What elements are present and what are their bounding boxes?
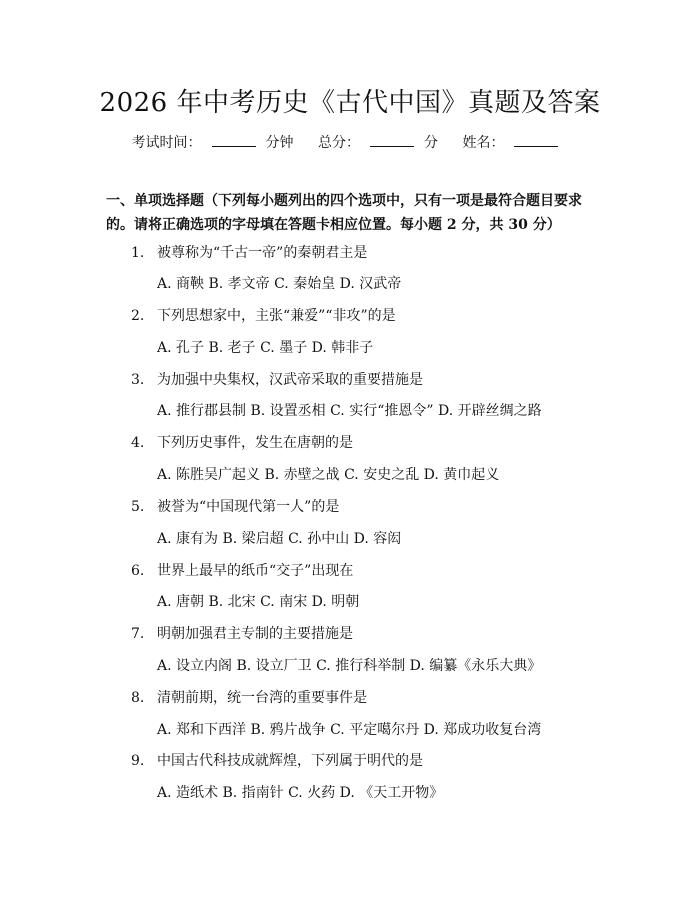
question-options: A. 郑和下西洋 B. 鸦片战争 C. 平定噶尔丹 D. 郑成功收复台湾 — [157, 722, 542, 738]
question-number: 9. — [131, 753, 145, 769]
score-unit: 分 — [424, 135, 438, 151]
name-blank — [514, 134, 558, 147]
question-options: A. 推行郡县制 B. 设置丞相 C. 实行“推恩令” D. 开辟丝绸之路 — [157, 403, 542, 419]
question — [131, 370, 423, 390]
score-label: 总分： — [318, 135, 360, 151]
question-number: 3. — [131, 372, 145, 388]
question-options: A. 设立内阁 B. 设立厂卫 C. 推行科举制 D. 编纂《永乐大典》 — [157, 658, 542, 674]
page-title: 2026 年中考历史《古代中国》真题及答案 — [99, 88, 601, 118]
question-text: 下列思想家中，主张“兼爱”“非攻”的是 — [157, 308, 396, 324]
question-text: 明朝加强君主专制的主要措施是 — [157, 626, 353, 642]
question — [131, 751, 423, 771]
exam-name — [462, 135, 568, 151]
question — [131, 243, 367, 263]
question-number: 2. — [131, 308, 145, 324]
question-options: A. 造纸术 B. 指南针 C. 火药 D. 《天工开物》 — [157, 785, 444, 801]
time-blank — [212, 134, 256, 147]
question — [131, 688, 367, 708]
section-heading: 一、单项选择题（下列每小题列出的四个选项中，只有一项是最符合题目要求的。请将正确选项的字母填在答题卡相应位置。每小题 2 分，共 30 分） — [106, 193, 582, 233]
question-options: A. 陈胜吴广起义 B. 赤壁之战 C. 安史之乱 D. 黄巾起义 — [157, 467, 500, 483]
question-text: 为加强中央集权，汉武帝采取的重要措施是 — [157, 372, 423, 388]
question-text: 清朝前期，统一台湾的重要事件是 — [157, 690, 367, 706]
exam-score — [318, 135, 438, 151]
question-number: 6. — [131, 563, 145, 579]
question-number: 8. — [131, 690, 145, 706]
question-number: 4. — [131, 435, 145, 451]
question-number: 7. — [131, 626, 145, 642]
question-text: 世界上最早的纸币“交子”出现在 — [157, 563, 354, 579]
time-unit: 分钟 — [265, 135, 294, 151]
time-label: 考试时间： — [131, 135, 202, 151]
exam-meta — [0, 132, 700, 152]
question-text: 被誉为“中国现代第一人”的是 — [157, 499, 340, 515]
score-blank — [370, 134, 414, 147]
question-options: A. 康有为 B. 梁启超 C. 孙中山 D. 容闳 — [157, 531, 402, 547]
question-options: A. 孔子 B. 老子 C. 墨子 D. 韩非子 — [157, 340, 374, 356]
question — [131, 306, 396, 326]
question-options: A. 唐朝 B. 北宋 C. 南宋 D. 明朝 — [157, 594, 360, 610]
name-label: 姓名： — [462, 135, 505, 151]
question-number: 5. — [131, 499, 145, 515]
question — [131, 497, 339, 517]
question — [131, 433, 353, 453]
question-text: 中国古代科技成就辉煌，下列属于明代的是 — [157, 753, 423, 769]
question — [131, 624, 353, 644]
question-number: 1. — [131, 245, 145, 261]
question-text: 下列历史事件，发生在唐朝的是 — [157, 435, 353, 451]
question — [131, 561, 353, 581]
question-options: A. 商鞅 B. 孝文帝 C. 秦始皇 D. 汉武帝 — [157, 276, 402, 292]
exam-time — [132, 135, 294, 151]
question-text: 被尊称为“千古一帝”的秦朝君主是 — [157, 245, 368, 261]
